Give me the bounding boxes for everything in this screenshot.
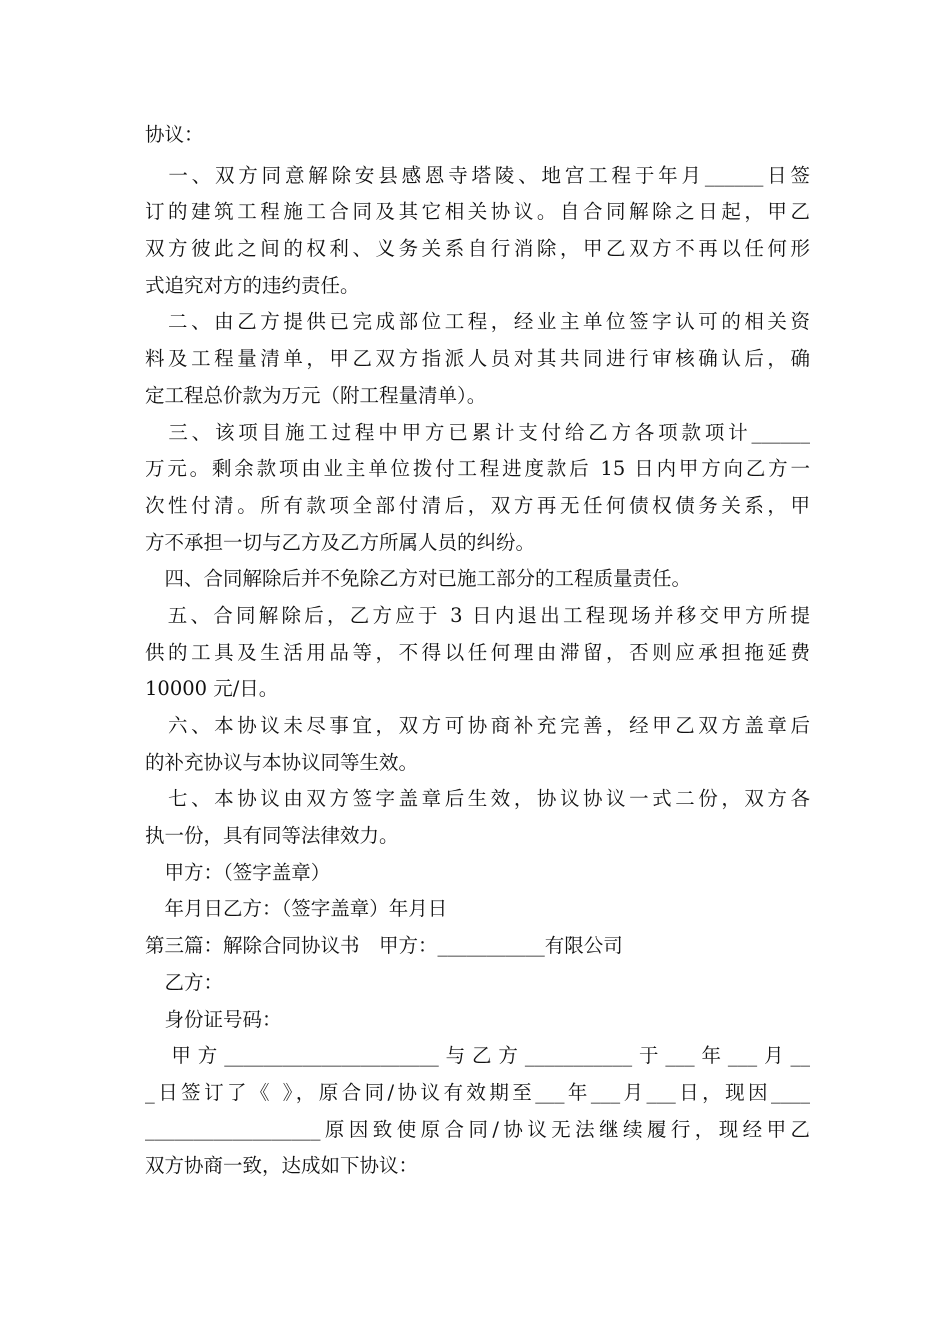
text-line: 二、由乙方提供已完成部位工程，经业主单位签字认可的相关资 [145, 310, 810, 334]
text-line: 双方彼此之间的权利、义务关系自行消除，甲乙双方不再以任何形 [145, 237, 810, 261]
text-line: _日签订了《 》，原合同/协议有效期至___年___月___日，现因____ [145, 1080, 810, 1104]
document-page [145, 117, 810, 1185]
signature-line: 甲方：（签字盖章） [145, 860, 331, 884]
text-line: 七、本协议由双方签字盖章后生效，协议协议一式二份，双方各 [145, 787, 810, 811]
text-line: 协议： [145, 123, 204, 146]
text-line: 10000 元/日。 [145, 677, 279, 701]
text-line: 执一份，具有同等法律效力。 [145, 824, 399, 848]
text-line: 订的建筑工程施工合同及其它相关协议。自合同解除之日起，甲乙 [145, 200, 810, 224]
text-line: 甲方______________________与乙方___________于___年___月__ [145, 1044, 810, 1068]
text-line: 一、双方同意解除安县感恩寺塔陵、地宫工程于年月______日签 [145, 163, 810, 187]
text-line: 料及工程量清单，甲乙双方指派人员对其共同进行审核确认后，确 [145, 347, 810, 371]
text-line: __________________原因致使原合同/协议无法继续履行，现经甲乙 [145, 1117, 810, 1141]
text-line: 六、本协议未尽事宜，双方可协商补充完善，经甲乙双方盖章后 [145, 714, 810, 737]
text-line: 次性付清。所有款项全部付清后，双方再无任何债权债务关系，甲 [145, 493, 810, 517]
text-line: 双方协商一致，达成如下协议： [145, 1154, 419, 1178]
signature-line: 年月日乙方：（签字盖章）年月日 [145, 897, 448, 921]
text-line: 四、合同解除后并不免除乙方对已施工部分的工程质量责任。 [145, 567, 692, 591]
text-line: 身份证号码： [145, 1007, 282, 1031]
text-line: 式追究对方的违约责任。 [145, 273, 360, 297]
text-line: 方不承担一切与乙方及乙方所属人员的纠纷。 [145, 530, 536, 554]
text-line: 供的工具及生活用品等，不得以任何理由滞留，否则应承担拖延费 [145, 640, 810, 664]
text-line: 五、合同解除后，乙方应于 3 日内退出工程现场并移交甲方所提 [145, 603, 810, 627]
text-line: 三、该项目施工过程中甲方已累计支付给乙方各项款项计______ [145, 420, 810, 444]
text-line: 乙方： [145, 970, 224, 994]
text-line: 万元。剩余款项由业主单位拨付工程进度款后 15 日内甲方向乙方一 [145, 457, 810, 481]
section-heading: 第三篇：解除合同协议书 甲方：___________有限公司 [145, 934, 623, 958]
text-line: 定工程总价款为万元（附工程量清单）。 [145, 383, 487, 407]
text-line: 的补充协议与本协议同等生效。 [145, 750, 419, 774]
